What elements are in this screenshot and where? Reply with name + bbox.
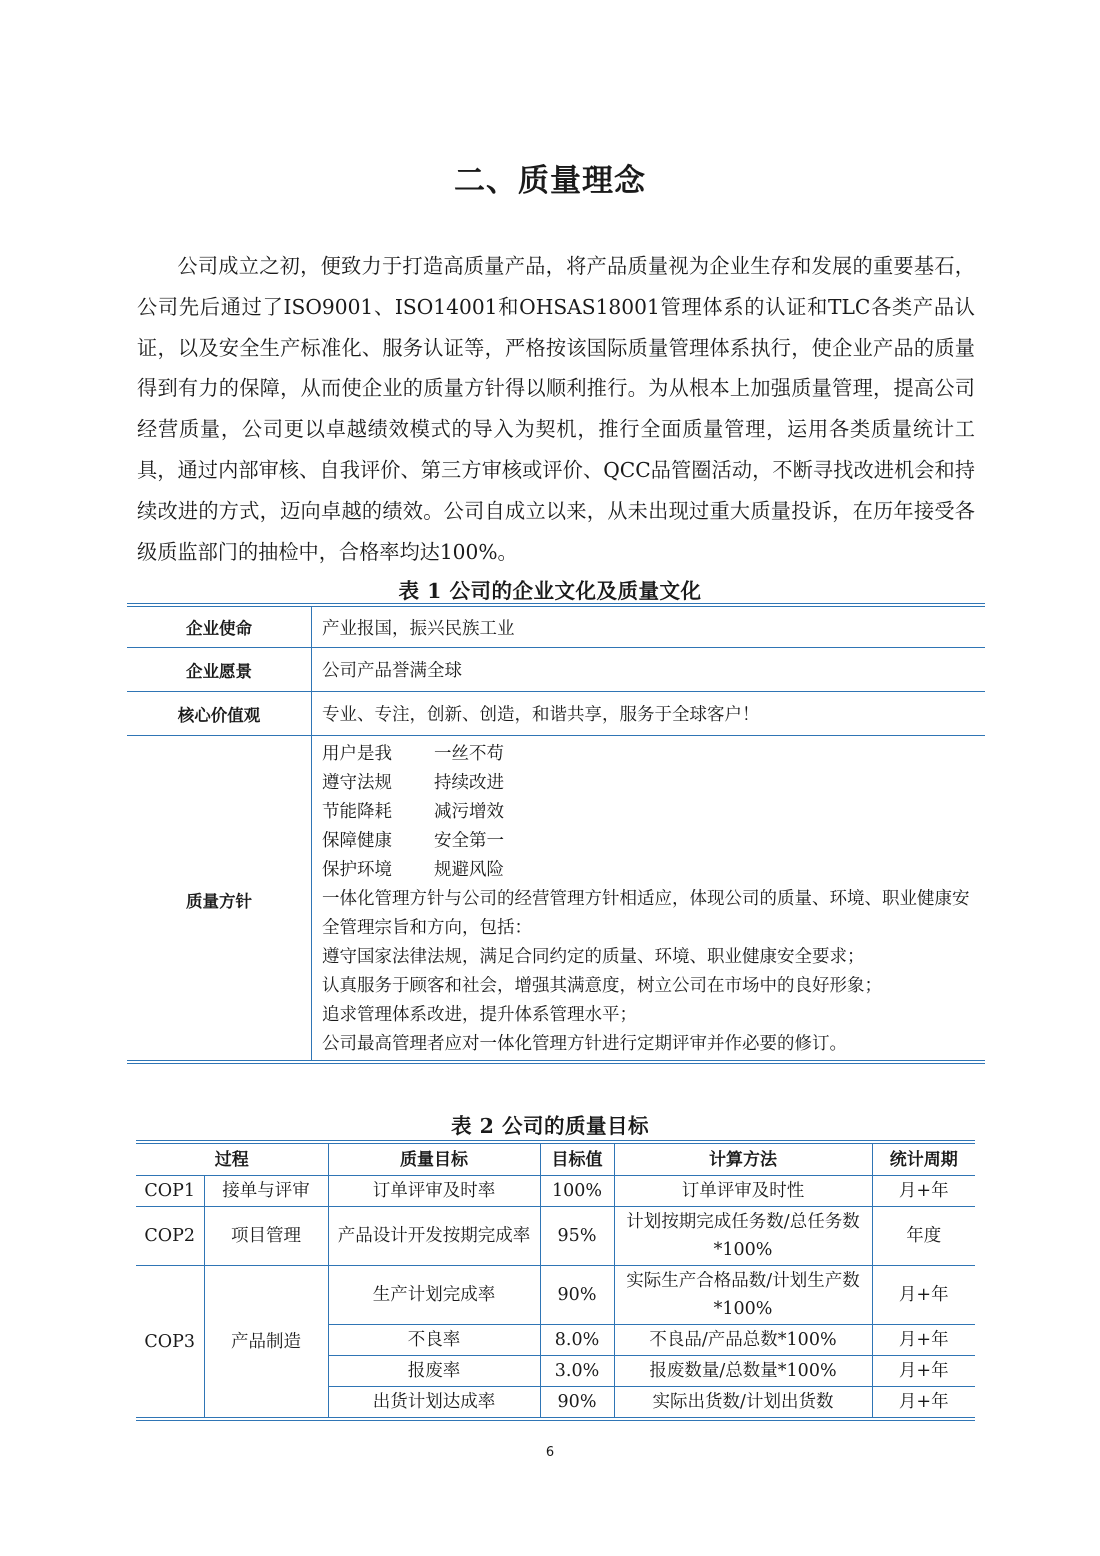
intro-paragraph: 公司成立之初，便致力于打造高质量产品，将产品质量视为企业生存和发展的重要基石，公司先后通过了ISO9001、ISO14001和OHSAS18001管理体系的认证和TLC各类产品认证，以及安全生产标准化、服务认证等，严格按该国际质量管理体系执行，使企业产品的质量得到有力的保障，从而使企业的质量方针得以顺利推行。为从根本上加强质量管理，提高公司经营质量，公司更以卓越绩效模式的导入为契机，推行全面质量管理，运用各类质量统计工具，通过内部审核、自我评价、第三方审核或评价、QCC品管圈活动，不断寻找改进机会和持续改进的方式，迈向卓越的绩效。公司自成立以来，从未出现过重大质量投诉，在历年接受各级质监部门的抽检中，合格率均达100%。	[137, 254, 975, 564]
period-cell: 月+年	[872, 1266, 975, 1325]
header-period: 统计周期	[872, 1142, 975, 1176]
table-row	[136, 1176, 975, 1207]
process-name: 产品制造	[204, 1266, 328, 1420]
policy-line: 追求管理体系改进，提升体系管理水平；	[322, 1005, 637, 1025]
period-cell: 年度	[872, 1207, 975, 1266]
period-cell: 月+年	[872, 1387, 975, 1420]
culture-table	[127, 603, 985, 1064]
target-cell: 100%	[540, 1176, 614, 1207]
header-method: 计算方法	[614, 1142, 872, 1176]
table-row	[127, 648, 985, 692]
policy-pair: 保护环境 规避风险	[322, 860, 504, 880]
mission-label: 企业使命	[127, 605, 312, 648]
vision-label: 企业愿景	[127, 648, 312, 692]
goal-cell: 报废率	[328, 1356, 540, 1387]
policy-pair: 遵守法规 持续改进	[322, 773, 504, 793]
method-cell: 报废数量/总数量*100%	[614, 1356, 872, 1387]
process-code: COP3	[136, 1266, 204, 1420]
mission-value: 产业报国，振兴民族工业	[312, 605, 986, 648]
policy-line: 遵守国家法律法规，满足合同约定的质量、环境、职业健康安全要求；	[322, 947, 865, 967]
table-row	[127, 692, 985, 736]
period-cell: 月+年	[872, 1325, 975, 1356]
policy-pair: 节能降耗 减污增效	[322, 802, 504, 822]
goal-cell: 生产计划完成率	[328, 1266, 540, 1325]
method-cell: 不良品/产品总数*100%	[614, 1325, 872, 1356]
target-cell: 90%	[540, 1387, 614, 1420]
method-cell: 实际出货数/计划出货数	[614, 1387, 872, 1420]
table-row	[136, 1266, 975, 1325]
table-row	[136, 1207, 975, 1266]
header-process: 过程	[136, 1142, 328, 1176]
header-target: 目标值	[540, 1142, 614, 1176]
method-cell: 实际生产合格品数/计划生产数*100%	[614, 1266, 872, 1325]
table2-caption: 表 2 公司的质量目标	[450, 1114, 650, 1138]
method-cell: 计划按期完成任务数/总任务数*100%	[614, 1207, 872, 1266]
vision-value: 公司产品誉满全球	[312, 648, 986, 692]
goal-cell: 不良率	[328, 1325, 540, 1356]
policy-line: 认真服务于顾客和社会，增强其满意度，树立公司在市场中的良好形象；	[322, 976, 882, 996]
goal-cell: 产品设计开发按期完成率	[328, 1207, 540, 1266]
target-cell: 95%	[540, 1207, 614, 1266]
policy-line: 公司最高管理者应对一体化管理方针进行定期评审并作必要的修订。	[322, 1034, 847, 1054]
goal-cell: 订单评审及时率	[328, 1176, 540, 1207]
values-label: 核心价值观	[127, 692, 312, 736]
process-code: COP2	[136, 1207, 204, 1266]
process-code: COP1	[136, 1176, 204, 1207]
table1-caption: 表 1 公司的企业文化及质量文化	[398, 579, 702, 603]
table-row	[127, 736, 985, 1063]
page-number: 6	[545, 1445, 555, 1460]
goal-cell: 出货计划达成率	[328, 1387, 540, 1420]
values-value: 专业、专注，创新、创造，和谐共享，服务于全球客户！	[312, 692, 986, 736]
table-header-row	[136, 1142, 975, 1176]
section-title: 二、质量理念	[454, 163, 646, 199]
header-goal: 质量目标	[328, 1142, 540, 1176]
policy-content	[312, 736, 986, 1063]
quality-goals-table	[136, 1140, 975, 1421]
method-cell: 订单评审及时性	[614, 1176, 872, 1207]
table-row	[127, 605, 985, 648]
target-cell: 90%	[540, 1266, 614, 1325]
policy-line: 一体化管理方针与公司的经营管理方针相适应，体现公司的质量、环境、职业健康安全管理宗旨和方向，包括：	[322, 889, 970, 938]
target-cell: 8.0%	[540, 1325, 614, 1356]
policy-pair: 用户是我 一丝不苟	[322, 744, 504, 764]
period-cell: 月+年	[872, 1356, 975, 1387]
period-cell: 月+年	[872, 1176, 975, 1207]
policy-pair: 保障健康 安全第一	[322, 831, 504, 851]
process-name: 接单与评审	[204, 1176, 328, 1207]
process-name: 项目管理	[204, 1207, 328, 1266]
target-cell: 3.0%	[540, 1356, 614, 1387]
policy-label: 质量方针	[127, 736, 312, 1063]
